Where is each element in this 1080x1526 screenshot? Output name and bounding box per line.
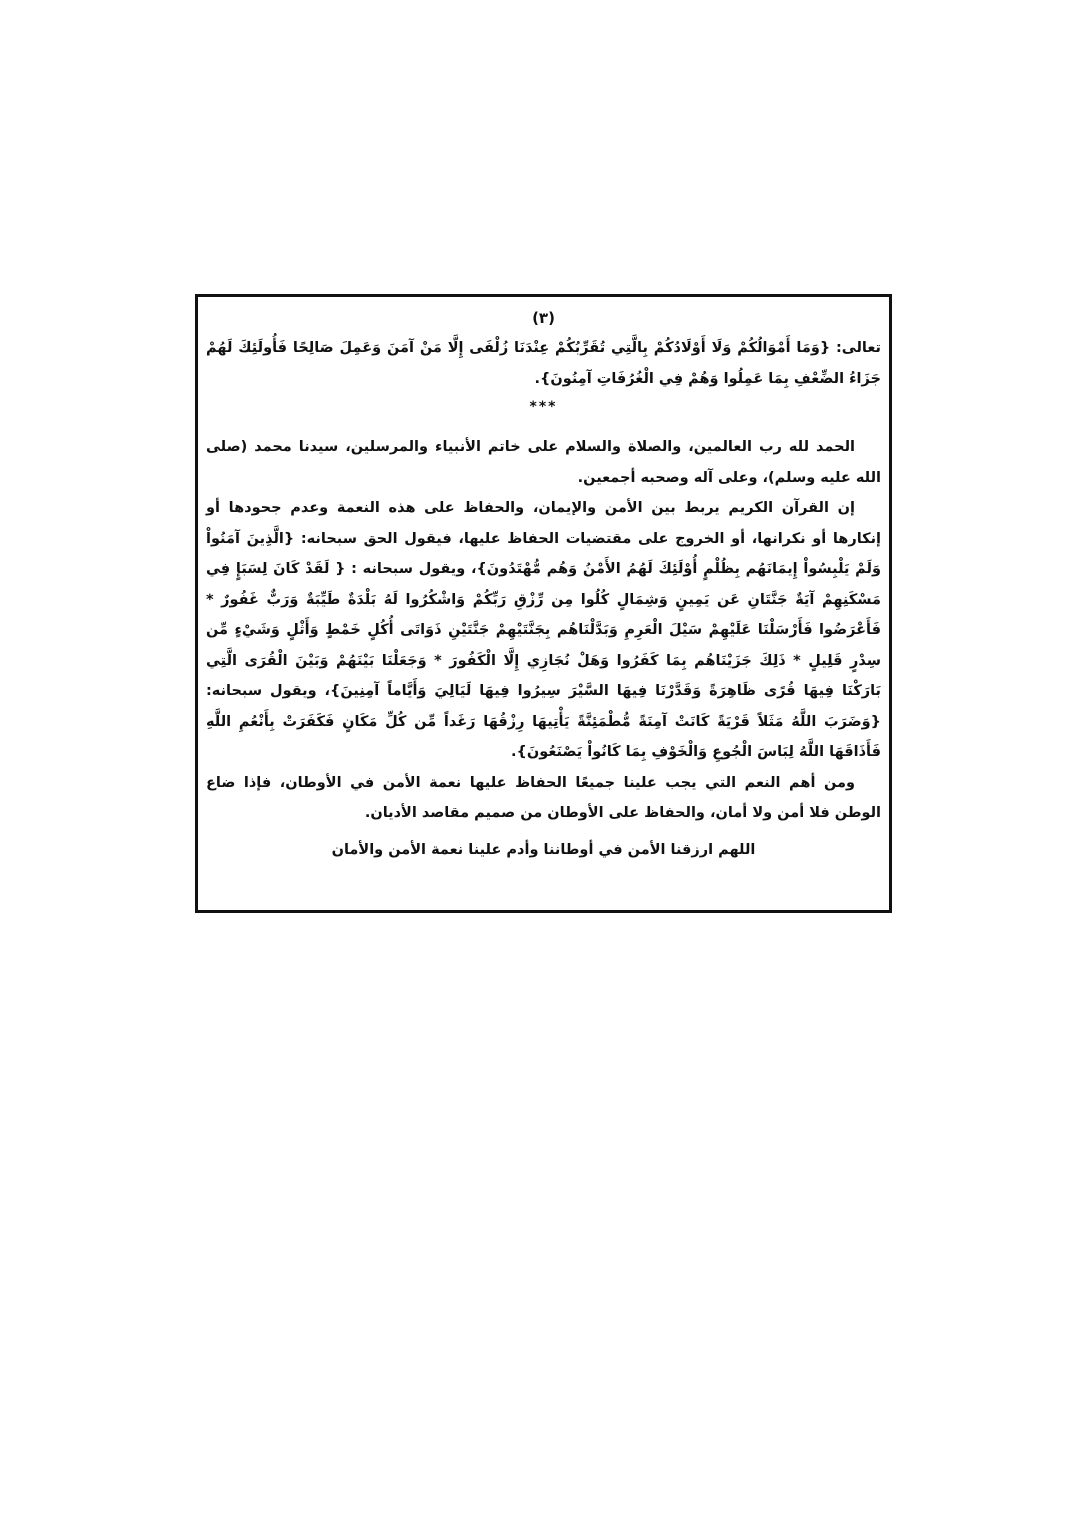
closing-supplication: اللهم ارزقنا الأمن في أوطاننا وأدم علينا نعمة الأمن والأمان bbox=[331, 841, 756, 858]
page-frame bbox=[195, 294, 892, 913]
page-number: (٣) bbox=[532, 309, 555, 327]
homeland-security-paragraph: ومن أهم النعم التي يجب علينا جميعًا الحفاظ عليها نعمة الأمن في الأوطان، فإذا ضاع الوطن فلا أمن ولا أمان، والحفاظ على الأوطان من صميم مقاصد الأديان. bbox=[206, 774, 881, 821]
quran-verse-paragraph: تعالى: {وَمَا أَمْوَالُكُمْ وَلَا أَوْلَادُكُمْ بِالَّتِي تُقَرِّبُكُمْ عِنْدَنَا زُلْفَى إِلَّا مَنْ آمَنَ وَعَمِلَ صَالِحًا فَأُولَئِكَ لَهُمْ جَزَاءُ الضِّعْفِ بِمَا عَمِلُوا وَهُمْ فِي الْغُرُفَاتِ آمِنُونَ}. bbox=[206, 340, 881, 387]
page-content bbox=[206, 307, 881, 900]
section-separator: *** bbox=[529, 399, 558, 415]
main-argument-paragraph: إن القرآن الكريم يربط بين الأمن والإيمان، والحفاظ على هذه النعمة وعدم جحودها أو إنكارها أو نكرانها، أو الخروج على مقتضيات الحفاظ عليها، فيقول الحق سبحانه: {الَّذِينَ آمَنُواْ وَلَمْ يَلْبِسُواْ إِيمَانَهُم بِظُلْمٍ أُوْلَئِكَ لَهُمُ الأَمْنُ وَهُم مُّهْتَدُونَ}، ويقول سبحانه : { لَقَدْ كَانَ لِسَبَإٍ فِي مَسْكَنِهِمْ آيَةٌ جَنَّتَانِ عَن يَمِينٍ وَشِمَالٍ كُلُوا مِن رِّزْقِ رَبِّكُمْ وَاشْكُرُوا لَهُ بَلْدَةٌ طَيِّبَةٌ وَرَبٌّ غَفُورٌ * فَأَعْرَضُوا فَأَرْسَلْنَا عَلَيْهِمْ سَيْلَ الْعَرِمِ وَبَدَّلْنَاهُم بِجَنَّتَيْهِمْ جَنَّتَيْنِ ذَوَاتَى أُكُلٍ خَمْطٍ وَأَثْلٍ وَشَيْءٍ مِّن سِدْرٍ قَلِيلٍ * ذَلِكَ جَزَيْنَاهُم بِمَا كَفَرُوا وَهَلْ نُجَازِي إِلَّا الْكَفُورَ * وَجَعَلْنَا بَيْنَهُمْ وَبَيْنَ الْقُرَى الَّتِي بَارَكْنَا فِيهَا قُرًى ظَاهِرَةً وَقَدَّرْنَا فِيهَا السَّيْرَ سِيرُوا فِيهَا لَيَالِيَ وَأَيَّاماً آمِنِينَ}، ويقول سبحانه: {وَضَرَبَ اللَّهُ مَثَلاً قَرْيَةً كَانَتْ آمِنَةً مُّطْمَئِنَّةً يَأْتِيهَا رِزْقُهَا رَغَداً مِّن كُلِّ مَكَانٍ فَكَفَرَتْ بِأَنْعُمِ اللَّهِ فَأَذَاقَهَا اللَّهُ لِبَاسَ الْجُوعِ وَالْخَوْفِ بِمَا كَانُواْ يَصْنَعُونَ}. bbox=[206, 500, 881, 760]
opening-praise-paragraph: الحمد لله رب العالمين، والصلاة والسلام على خاتم الأنبياء والمرسلين، سيدنا محمد (صلى الله عليه وسلم)، وعلى آله وصحبه أجمعين. bbox=[206, 439, 881, 486]
